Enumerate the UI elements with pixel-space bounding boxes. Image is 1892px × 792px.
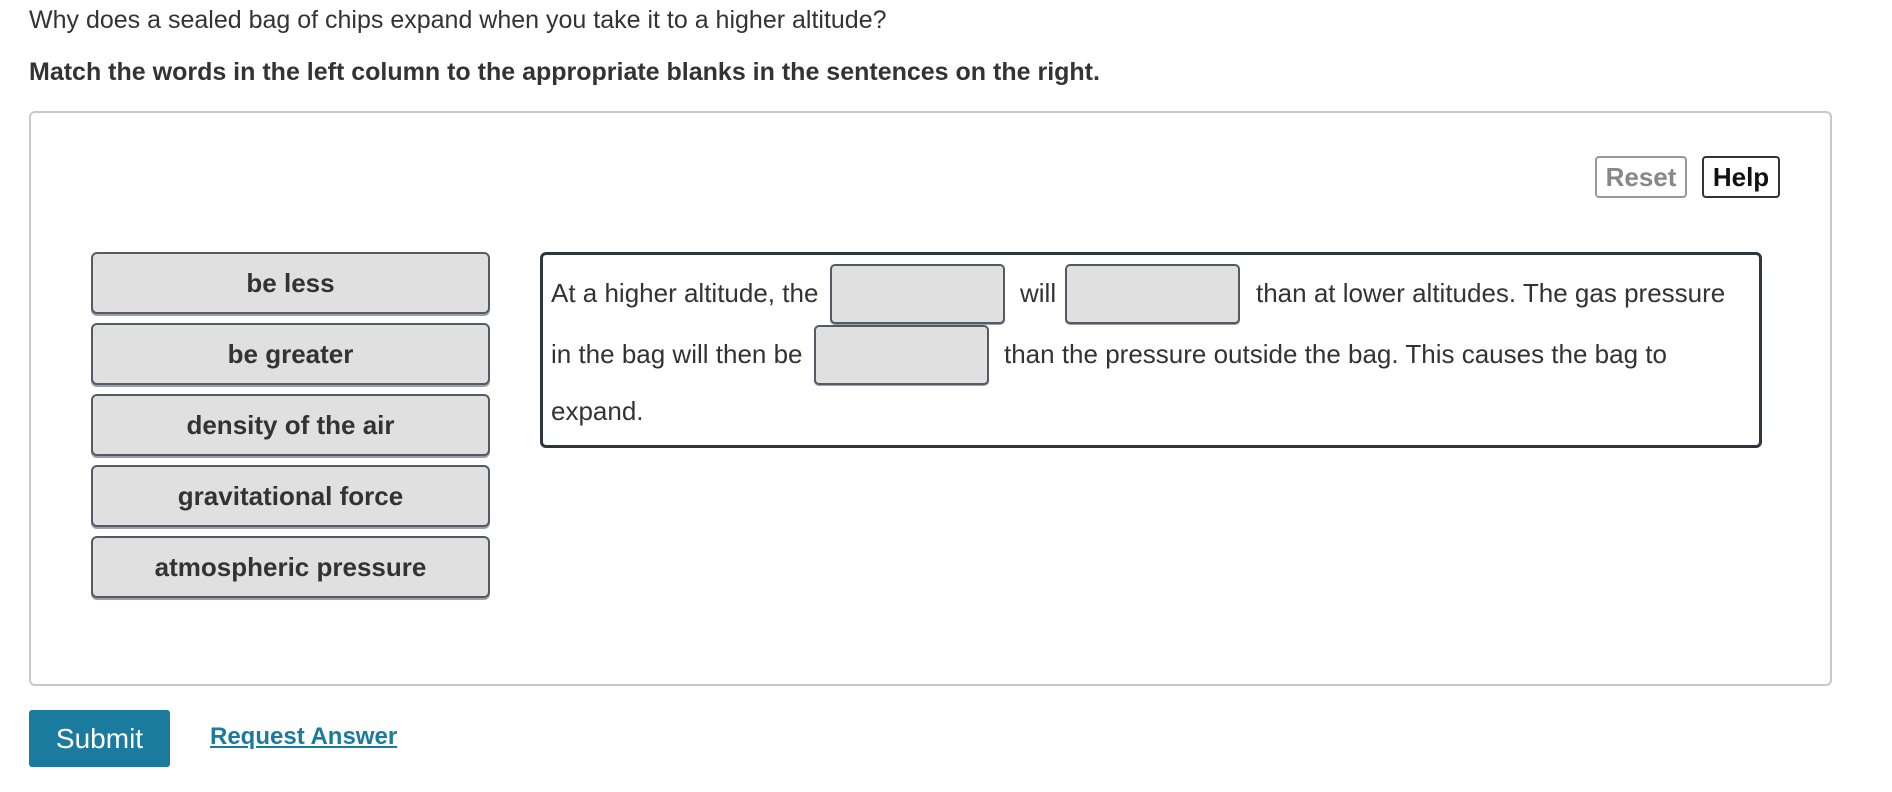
word-chip-atmospheric-pressure[interactable]: atmospheric pressure xyxy=(91,536,490,598)
blank-drop-target-3[interactable] xyxy=(814,325,989,385)
blank-drop-target-1[interactable] xyxy=(830,264,1005,324)
sentence-text-3: than at lower altitudes. The gas pressure xyxy=(1256,278,1726,308)
request-answer-link[interactable]: Request Answer xyxy=(210,723,398,750)
word-chip-gravitational-force[interactable]: gravitational force xyxy=(91,465,490,527)
submit-button[interactable]: Submit xyxy=(29,710,170,767)
word-chip-be-greater[interactable]: be greater xyxy=(91,323,490,385)
sentence-text-4: in the bag will then be xyxy=(551,339,803,369)
sentence-text-2: will xyxy=(1020,278,1057,308)
help-button[interactable]: Help xyxy=(1702,156,1780,198)
word-chip-be-less[interactable]: be less xyxy=(91,252,490,314)
word-chip-density-of-the-air[interactable]: density of the air xyxy=(91,394,490,456)
blank-drop-target-2[interactable] xyxy=(1065,264,1240,324)
sentence-text-6: expand. xyxy=(551,396,644,426)
instruction-text: Match the words in the left column to the appropriate blanks in the sentences on the right. xyxy=(29,58,1100,86)
sentence-text-1: At a higher altitude, the xyxy=(551,278,819,308)
question-text: Why does a sealed bag of chips expand when you take it to a higher altitude? xyxy=(29,6,887,34)
sentence-text-5: than the pressure outside the bag. This causes the bag to xyxy=(1004,339,1667,369)
reset-button[interactable]: Reset xyxy=(1595,156,1687,198)
